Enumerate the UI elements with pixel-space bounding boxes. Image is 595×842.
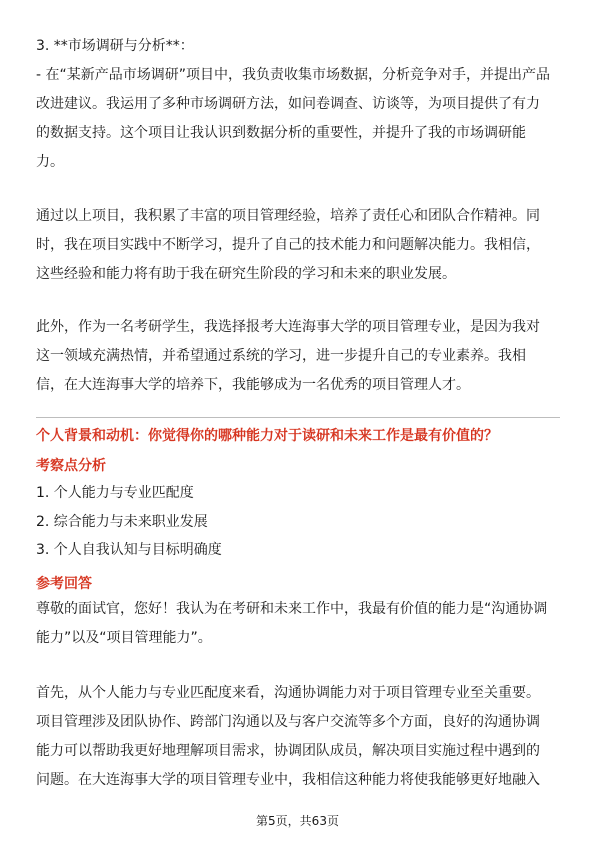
text-line: 通过以上项目，我积累了丰富的项目管理经验，培养了责任心和团队合作精神。同: [36, 208, 540, 224]
summary-paragraph: [36, 202, 560, 289]
text-line: 这一领域充满热情，并希望通过系统的学习，进一步提升自己的专业素养。我相: [36, 348, 526, 364]
section-divider: [36, 417, 560, 418]
text-line: - 在“某新产品市场调研”项目中，我负责收集市场数据，分析竞争对手，并提出产品: [36, 67, 551, 83]
section-3-paragraph: [36, 32, 560, 177]
text-line: 项目管理涉及团队协作、跨部门沟通以及与客户交流等多个方面，良好的沟通协调: [36, 714, 540, 730]
answer-intro-paragraph: [36, 595, 560, 653]
question-title: 个人背景和动机：你觉得你的哪种能力对于读研和未来工作是最有价值的？: [36, 428, 498, 444]
text-line: 这些经验和能力将有助于我在研究生阶段的学习和未来的职业发展。: [36, 266, 456, 282]
answer-heading: 参考回答: [36, 576, 92, 592]
text-line: 尊敬的面试官，您好！我认为在考研和未来工作中，我最有价值的能力是“沟通协调: [36, 601, 548, 617]
text-line: 力。: [36, 154, 64, 170]
text-line: 此外，作为一名考研学生，我选择报考大连海事大学的项目管理专业，是因为我对: [36, 319, 540, 335]
analysis-point: 3. 个人自我认知与目标明确度: [36, 542, 222, 558]
text-line: 3. **市场调研与分析**：: [36, 38, 194, 54]
analysis-point: 1. 个人能力与专业匹配度: [36, 485, 194, 501]
text-line: 首先，从个人能力与专业匹配度来看，沟通协调能力对于项目管理专业至关重要。: [36, 685, 540, 701]
analysis-point: 2. 综合能力与未来职业发展: [36, 514, 208, 530]
motivation-paragraph: [36, 313, 560, 400]
text-line: 能力”以及“项目管理能力”。: [36, 630, 212, 646]
text-line: 时，我在项目实践中不断学习，提升了自己的技术能力和问题解决能力。我相信，: [36, 237, 540, 253]
text-line: 改进建议。我运用了多种市场调研方法，如问卷调查、访谈等，为项目提供了有力: [36, 96, 540, 112]
text-line: 信，在大连海事大学的培养下，我能够成为一名优秀的项目管理人才。: [36, 377, 470, 393]
analysis-heading: 考察点分析: [36, 458, 106, 474]
text-line: 能力可以帮助我更好地理解项目需求，协调团队成员，解决项目实施过程中遇到的: [36, 743, 540, 759]
text-line: 的数据支持。这个项目让我认识到数据分析的重要性，并提升了我的市场调研能: [36, 125, 526, 141]
text-line: 问题。在大连海事大学的项目管理专业中，我相信这种能力将使我能够更好地融入: [36, 772, 540, 788]
page-number: 第5页，共63页: [256, 814, 339, 828]
answer-body-paragraph: [36, 679, 560, 795]
